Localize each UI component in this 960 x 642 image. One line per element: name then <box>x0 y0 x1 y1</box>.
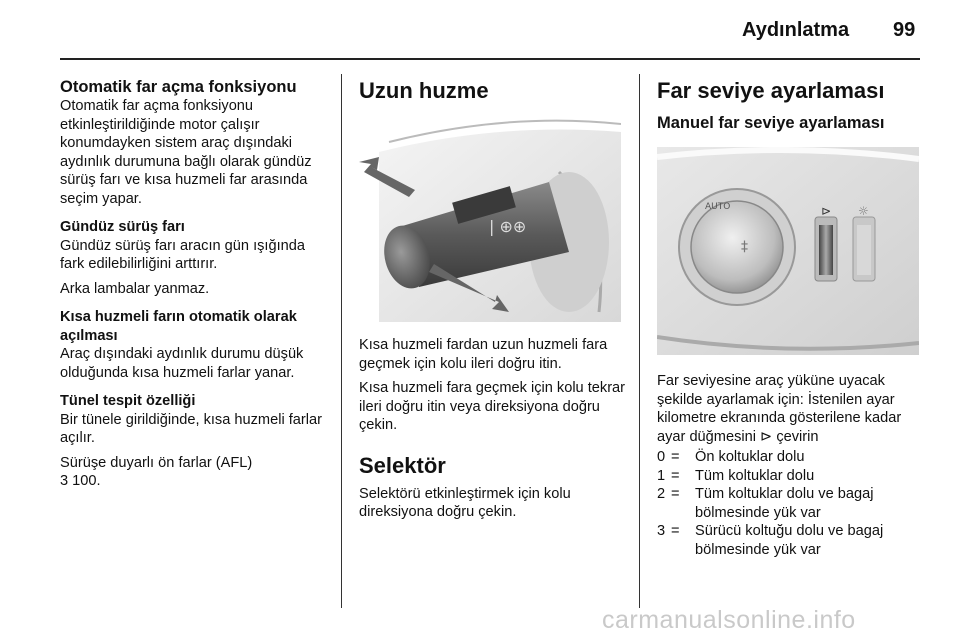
svg-text:☼: ☼ <box>858 204 869 218</box>
list-item: 1 = Tüm koltuklar dolu <box>657 467 815 484</box>
light-switch-figure <box>657 147 919 355</box>
para-tunnel: Bir tünele girildiğinde, kısa huzmeli farlar açılır. <box>60 411 322 446</box>
heading-high-beam: Uzun huzme <box>359 78 489 103</box>
heading-low-beam-auto: Kısa huzmeli farın otomatik olarak açılması <box>60 309 297 344</box>
heading-drl: Gündüz sürüş farı <box>60 219 185 235</box>
heading-selector: Selektör <box>359 452 446 478</box>
light-switch-illustration <box>657 147 919 355</box>
column-divider-1 <box>341 74 342 608</box>
column-2 <box>359 78 627 104</box>
level-icon-inline: ⊳ <box>760 428 773 445</box>
para-afl-ref: 3 100. <box>60 473 101 489</box>
page-title: Aydınlatma <box>742 19 850 41</box>
column-1 <box>60 78 330 491</box>
watermark: carmanualsonline.info <box>602 606 856 634</box>
para-level-text: Far seviyesine araç yüküne uyacak şekilde ayarlamak için: İstenilen ayar kilometre ekranında gösterilene kadar ayar düğmesini <box>657 373 902 445</box>
heading-tunnel: Tünel tespit özelliği <box>60 393 196 409</box>
page-number: 99 <box>893 19 916 41</box>
level-list <box>657 448 927 559</box>
svg-text:| ⊕⊕: | ⊕⊕ <box>489 217 527 236</box>
level-icon: ⊳ <box>821 204 832 218</box>
para-afl: Sürüşe duyarlı ön farlar (AFL) <box>60 454 253 471</box>
para-low-beam-auto: Araç dışındaki aydınlık durumu düşük olduğunda kısa huzmeli farlar yanar. <box>60 346 304 381</box>
heading-manual-level: Manuel far seviye ayarlaması <box>657 114 885 132</box>
column-3 <box>657 78 921 133</box>
page-header <box>0 0 960 60</box>
para-auto-light: Otomatik far açma fonksiyonu etkinleştirildiğinde motor çalışır konumdayken sistem araç dışındaki aydınlık durumuna bağlı olarak gündüz sürüş farı ve kısa huzmeli far arasında seçim yapar. <box>60 98 312 207</box>
para-high-beam-1: Kısa huzmeli fardan uzun huzmeli fara geçmek için kolu ileri doğru itin. <box>359 337 608 372</box>
para-tail-lamps: Arka lambalar yanmaz. <box>60 280 210 297</box>
para-selector: Selektörü etkinleştirmek için kolu direksiyona doğru çekin. <box>359 485 571 520</box>
column-2-text <box>359 336 627 522</box>
stalk-illustration <box>359 112 621 322</box>
column-divider-2 <box>639 74 640 608</box>
heading-auto-light: Otomatik far açma fonksiyonu <box>60 78 297 96</box>
list-item: 3 = Sürücü koltuğu dolu ve bagaj bölmesinde yük var <box>657 523 884 558</box>
level-wheel[interactable] <box>819 225 833 275</box>
list-item: 0 = Ön koltuklar dolu <box>657 449 805 465</box>
heading-headlight-level: Far seviye ayarlaması <box>657 78 885 103</box>
svg-text:‡: ‡ <box>741 239 748 255</box>
stalk-figure <box>359 112 621 322</box>
column-3-text <box>657 372 921 446</box>
list-item: 2 = Tüm koltuklar dolu ve bagaj bölmesinde yük var <box>657 486 874 521</box>
para-level-end: çevirin <box>772 428 819 445</box>
para-level <box>657 372 921 446</box>
header-rule <box>60 58 920 60</box>
auto-label: AUTO <box>705 202 731 212</box>
para-high-beam-2: Kısa huzmeli fara geçmek için kolu tekrar ileri doğru itin veya direksiyona doğru çekin. <box>359 380 626 433</box>
para-drl: Gündüz sürüş farı aracın gün ışığında fark edilebilirliğini arttırır. <box>60 237 305 272</box>
